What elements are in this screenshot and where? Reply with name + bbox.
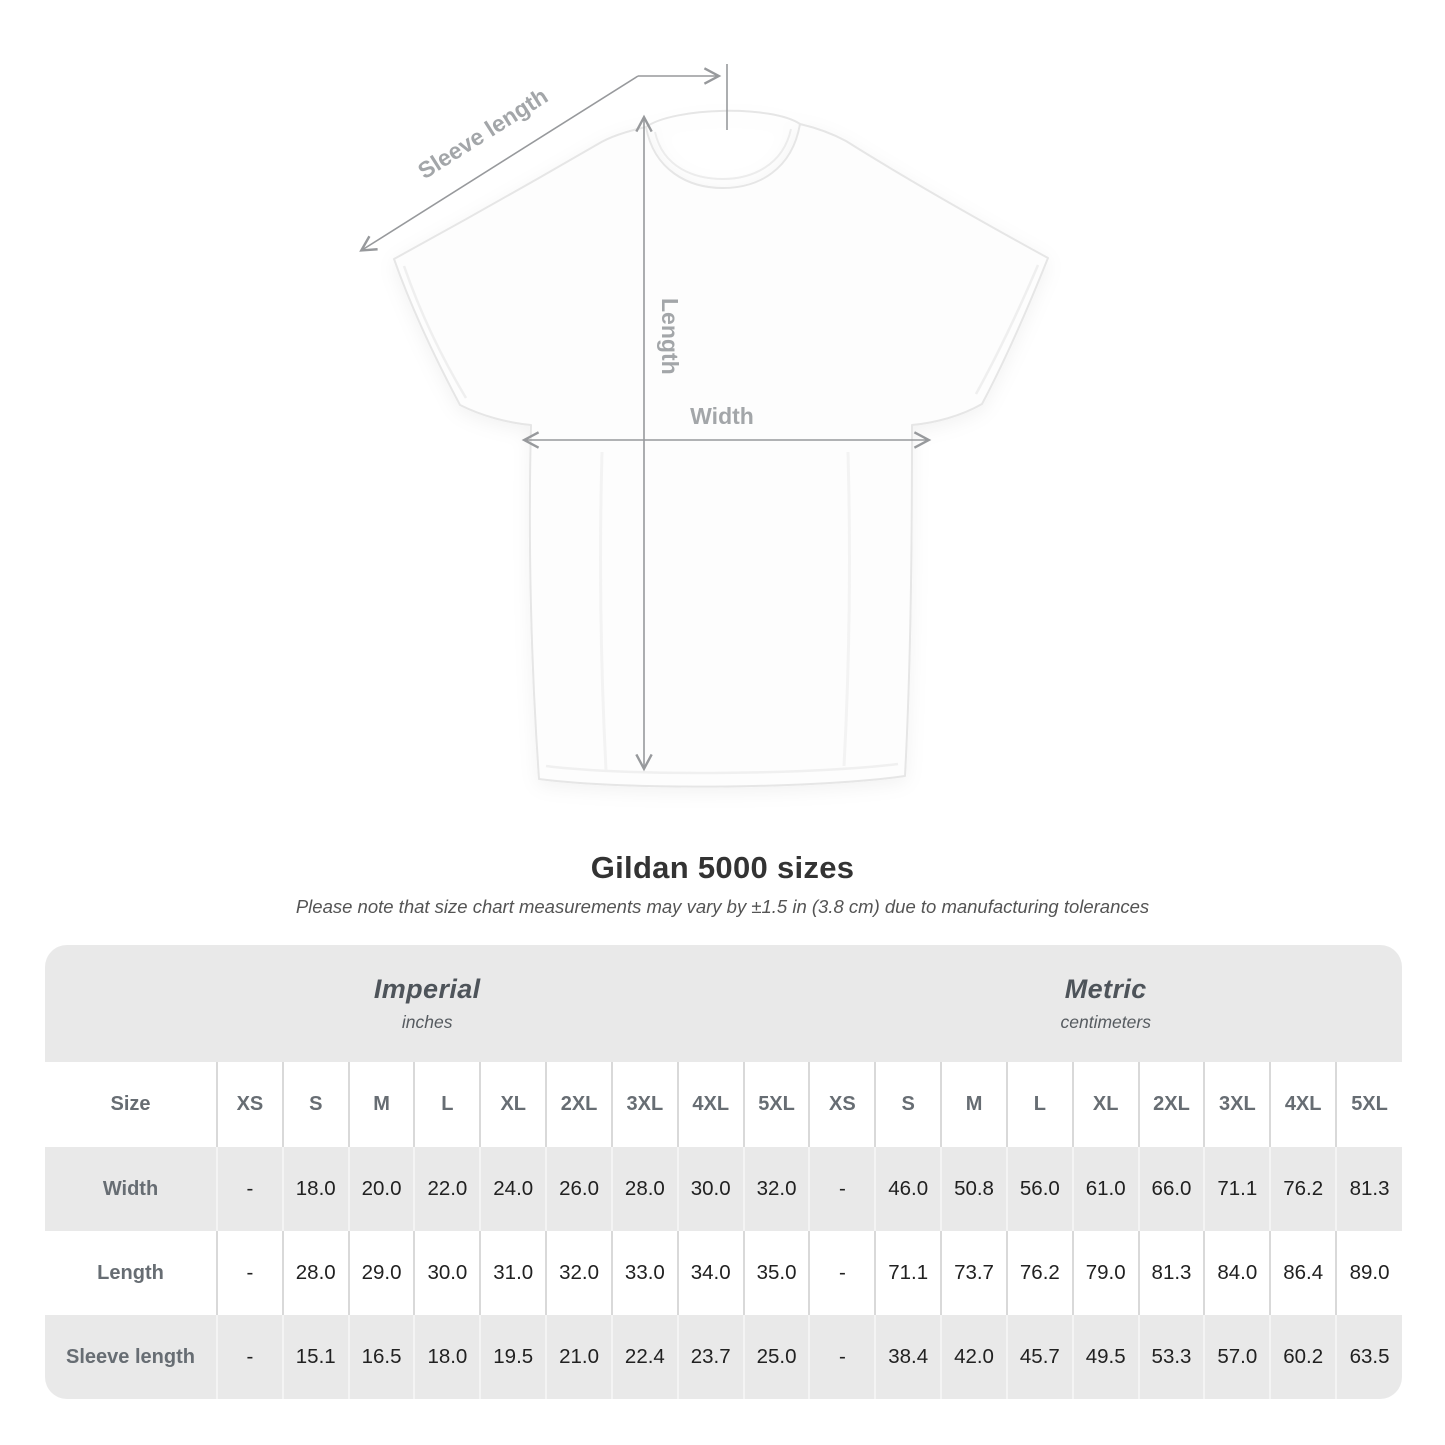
size-column-header-metric-m: M	[941, 1062, 1007, 1147]
measurement-cell: -	[809, 1147, 875, 1231]
unit-group-imperial	[45, 945, 809, 1062]
measurement-cell: 25.0	[744, 1315, 810, 1399]
size-table	[45, 945, 1402, 1399]
measurement-cell: 56.0	[1007, 1147, 1073, 1231]
measurement-row-length	[45, 1231, 1402, 1315]
measurement-cell: 35.0	[744, 1231, 810, 1315]
size-column-header-metric-4xl: 4XL	[1270, 1062, 1336, 1147]
measurement-cell: 30.0	[414, 1231, 480, 1315]
measurement-cell: 60.2	[1270, 1315, 1336, 1399]
measurement-cell: 81.3	[1139, 1231, 1205, 1315]
measurement-cell: 76.2	[1270, 1147, 1336, 1231]
size-table-body	[45, 1147, 1402, 1399]
measurement-cell: 71.1	[875, 1231, 941, 1315]
size-column-header-metric-xs: XS	[809, 1062, 875, 1147]
measurement-cell: 73.7	[941, 1231, 1007, 1315]
measurement-cell: 18.0	[283, 1147, 349, 1231]
measurement-cell: -	[809, 1231, 875, 1315]
measurement-cell: -	[217, 1231, 283, 1315]
size-column-header-metric-3xl: 3XL	[1204, 1062, 1270, 1147]
measurement-cell: 34.0	[678, 1231, 744, 1315]
measurement-cell: -	[217, 1315, 283, 1399]
measurement-cell: 81.3	[1336, 1147, 1402, 1231]
size-column-header-metric-xl: XL	[1073, 1062, 1139, 1147]
row-label: Width	[45, 1147, 217, 1231]
sleeve-length-label: Sleeve length	[413, 82, 553, 184]
row-label: Sleeve length	[45, 1315, 217, 1399]
page-title: Gildan 5000 sizes	[590, 850, 855, 885]
measurement-cell: 21.0	[546, 1315, 612, 1399]
measurement-cell: 28.0	[283, 1231, 349, 1315]
measurement-cell: 46.0	[875, 1147, 941, 1231]
measurement-cell: 89.0	[1336, 1231, 1402, 1315]
measurement-cell: 20.0	[349, 1147, 415, 1231]
measurement-cell: 49.5	[1073, 1315, 1139, 1399]
measurement-row-sleeve-length	[45, 1315, 1402, 1399]
measurement-cell: 61.0	[1073, 1147, 1139, 1231]
unit-group-row	[45, 945, 1402, 1062]
measurement-cell: 38.4	[875, 1315, 941, 1399]
measurement-cell: 22.4	[612, 1315, 678, 1399]
width-label: Width	[690, 403, 754, 429]
size-column-header-imperial-l: L	[414, 1062, 480, 1147]
measurement-cell: 26.0	[546, 1147, 612, 1231]
size-header-row	[45, 1062, 1402, 1147]
unit-group-metric	[809, 945, 1402, 1062]
measurement-cell: -	[809, 1315, 875, 1399]
tolerance-note: Please note that size chart measurements may vary by ±1.5 in (3.8 cm) due to manufacturing tolerances	[295, 896, 1150, 917]
measurement-cell: 16.5	[349, 1315, 415, 1399]
measurement-cell: 53.3	[1139, 1315, 1205, 1399]
size-column-header-imperial-xl: XL	[480, 1062, 546, 1147]
measurement-cell: 22.0	[414, 1147, 480, 1231]
size-table-container	[45, 945, 1402, 1399]
size-column-header-imperial-2xl: 2XL	[546, 1062, 612, 1147]
metric-group-unit: centimeters	[1060, 1012, 1151, 1032]
measurement-cell: 23.7	[678, 1315, 744, 1399]
measurement-cell: 18.0	[414, 1315, 480, 1399]
length-label: Length	[657, 298, 683, 375]
measurement-cell: 31.0	[480, 1231, 546, 1315]
measurement-cell: 42.0	[941, 1315, 1007, 1399]
measurement-cell: 71.1	[1204, 1147, 1270, 1231]
size-column-header-metric-2xl: 2XL	[1139, 1062, 1205, 1147]
measurement-cell: 29.0	[349, 1231, 415, 1315]
measurement-cell: 15.1	[283, 1315, 349, 1399]
measurement-cell: 19.5	[480, 1315, 546, 1399]
size-column-header-metric-s: S	[875, 1062, 941, 1147]
size-column-header-imperial-s: S	[283, 1062, 349, 1147]
size-column-header-imperial-xs: XS	[217, 1062, 283, 1147]
measurement-cell: 45.7	[1007, 1315, 1073, 1399]
size-corner-header: Size	[45, 1062, 217, 1147]
measurement-cell: 84.0	[1204, 1231, 1270, 1315]
measurement-cell: 79.0	[1073, 1231, 1139, 1315]
size-column-header-metric-l: L	[1007, 1062, 1073, 1147]
size-column-header-imperial-3xl: 3XL	[612, 1062, 678, 1147]
measurement-cell: 50.8	[941, 1147, 1007, 1231]
measurement-cell: 32.0	[546, 1231, 612, 1315]
measurement-cell: -	[217, 1147, 283, 1231]
measurement-cell: 66.0	[1139, 1147, 1205, 1231]
metric-group-label: Metric	[1064, 974, 1147, 1004]
imperial-group-label: Imperial	[373, 974, 481, 1004]
measurement-cell: 32.0	[744, 1147, 810, 1231]
row-label: Length	[45, 1231, 217, 1315]
size-column-header-imperial-5xl: 5XL	[744, 1062, 810, 1147]
measurement-cell: 57.0	[1204, 1315, 1270, 1399]
measurement-cell: 86.4	[1270, 1231, 1336, 1315]
measurement-cell: 30.0	[678, 1147, 744, 1231]
measurement-cell: 63.5	[1336, 1315, 1402, 1399]
size-column-header-imperial-m: M	[349, 1062, 415, 1147]
tshirt-illustration	[394, 111, 1048, 787]
measurement-cell: 24.0	[480, 1147, 546, 1231]
measurement-row-width	[45, 1147, 1402, 1231]
size-column-header-imperial-4xl: 4XL	[678, 1062, 744, 1147]
measurement-cell: 33.0	[612, 1231, 678, 1315]
measurement-cell: 76.2	[1007, 1231, 1073, 1315]
size-column-header-metric-5xl: 5XL	[1336, 1062, 1402, 1147]
measurement-cell: 28.0	[612, 1147, 678, 1231]
imperial-group-unit: inches	[401, 1012, 453, 1032]
